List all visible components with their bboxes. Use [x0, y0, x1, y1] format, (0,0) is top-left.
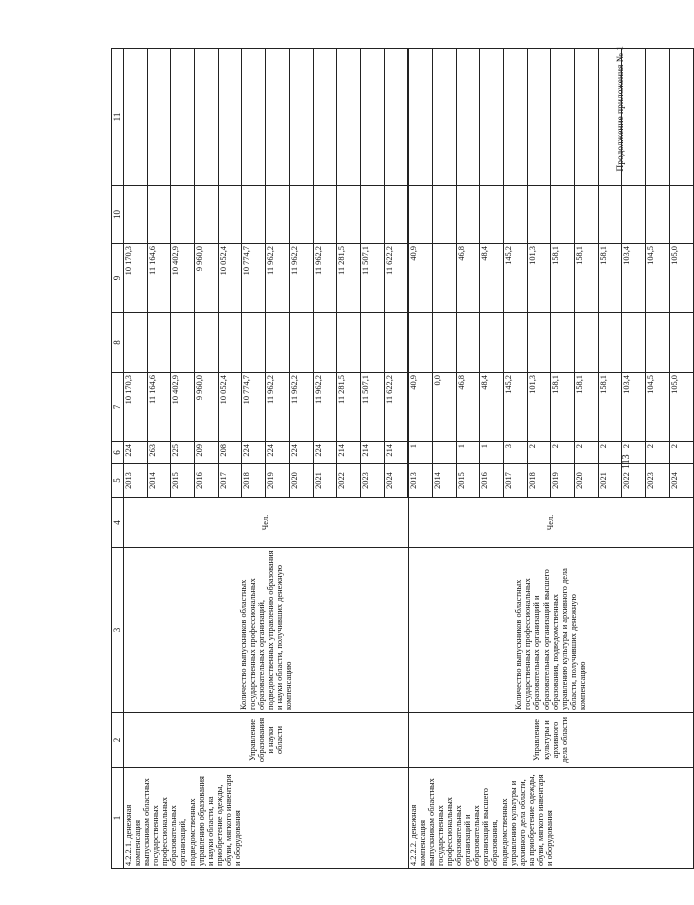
amount-cell: 158,1	[551, 373, 575, 442]
amount-cell: 11 622,2	[384, 373, 408, 442]
executor-name: Управление образования и науки области	[124, 713, 409, 768]
count-cell: 214	[337, 442, 361, 464]
amount-cell: 11 962,2	[266, 373, 290, 442]
col11-cell	[171, 49, 195, 186]
continuation-note: Продолжение приложения № 1	[616, 46, 626, 172]
year-cell: 2017	[218, 464, 242, 498]
col8-cell	[195, 313, 219, 373]
amount-cell	[432, 244, 456, 313]
indicator-name: Количество выпускников областных государственных профессиональных образовательных организаций, подведомственных управлению образования и науки области, получивших денежную компенсацию	[124, 548, 409, 713]
col11-cell	[527, 49, 551, 186]
amount-cell: 0,0	[432, 373, 456, 442]
col10-cell	[384, 186, 408, 244]
unit-of-measure: Чел.	[408, 498, 693, 548]
amount-cell: 10 402,9	[171, 244, 195, 313]
year-cell: 2015	[171, 464, 195, 498]
col8-cell	[480, 313, 504, 373]
year-cell: 2019	[551, 464, 575, 498]
amount-cell: 10 774,7	[242, 244, 266, 313]
year-cell: 2013	[124, 464, 148, 498]
col10-cell	[124, 186, 148, 244]
col8-cell	[147, 313, 171, 373]
amount-cell: 48,4	[480, 244, 504, 313]
amount-cell: 10 052,4	[218, 373, 242, 442]
col11-cell	[480, 49, 504, 186]
col10-cell	[551, 186, 575, 244]
col11-cell	[669, 49, 693, 186]
count-cell: 2	[527, 442, 551, 464]
col10-cell	[527, 186, 551, 244]
col11-cell	[551, 49, 575, 186]
amount-cell: 145,2	[504, 373, 528, 442]
year-cell: 2023	[646, 464, 670, 498]
count-cell: 224	[313, 442, 337, 464]
col11-cell	[408, 49, 432, 186]
col10-cell	[195, 186, 219, 244]
amount-cell: 11 622,2	[384, 244, 408, 313]
amount-cell: 11 962,2	[289, 244, 313, 313]
amount-cell: 103,4	[622, 244, 646, 313]
amount-cell: 105,0	[669, 244, 693, 313]
amount-cell: 104,5	[646, 373, 670, 442]
column-number: 11	[112, 49, 124, 186]
col10-cell	[408, 186, 432, 244]
amount-cell: 11 962,2	[313, 373, 337, 442]
count-cell: 2	[551, 442, 575, 464]
count-cell: 263	[147, 442, 171, 464]
col8-cell	[124, 313, 148, 373]
amount-cell: 11 962,2	[313, 244, 337, 313]
col10-cell	[575, 186, 599, 244]
col11-cell	[432, 49, 456, 186]
col10-cell	[289, 186, 313, 244]
executor-name: Управление культуры и архивного дела области	[408, 713, 693, 768]
amount-cell: 10 170,3	[124, 244, 148, 313]
year-cell: 2014	[432, 464, 456, 498]
col8-cell	[289, 313, 313, 373]
year-cell: 2023	[360, 464, 384, 498]
col10-cell	[242, 186, 266, 244]
col8-cell	[360, 313, 384, 373]
col8-cell	[266, 313, 290, 373]
count-cell: 214	[360, 442, 384, 464]
col11-cell	[598, 49, 622, 186]
column-number: 7	[112, 373, 124, 442]
col8-cell	[313, 313, 337, 373]
col8-cell	[598, 313, 622, 373]
col10-cell	[360, 186, 384, 244]
col8-cell	[504, 313, 528, 373]
indicator-name: Количество выпускников областных государственных профессиональных образовательных организаций и образовательных организаций высшего образования, подведомственных управлению культуры и архивного дела области, получивших денежную компенсацию	[408, 548, 693, 713]
col11-cell	[337, 49, 361, 186]
count-cell: 2	[575, 442, 599, 464]
col11-cell	[147, 49, 171, 186]
col11-cell	[313, 49, 337, 186]
col10-cell	[646, 186, 670, 244]
amount-cell: 11 507,1	[360, 244, 384, 313]
count-cell: 2	[646, 442, 670, 464]
measure-name: 4.2.2.1. денежная компенсация выпускникам областных государственных профессиональных образовательных организаций, подведомственных управлению образования и науки области, на приобретение одежды, обуви, мягкого инвентаря и оборудования	[124, 768, 409, 869]
year-cell: 2015	[456, 464, 480, 498]
count-cell: 209	[195, 442, 219, 464]
column-number: 5	[112, 464, 124, 498]
col10-cell	[218, 186, 242, 244]
col8-cell	[669, 313, 693, 373]
year-cell: 2019	[266, 464, 290, 498]
amount-cell: 158,1	[575, 244, 599, 313]
count-cell: 1	[456, 442, 480, 464]
count-cell: 224	[242, 442, 266, 464]
year-cell: 2024	[669, 464, 693, 498]
amount-cell: 101,3	[527, 373, 551, 442]
amount-cell: 11 281,5	[337, 244, 361, 313]
col8-cell	[171, 313, 195, 373]
amount-cell: 10 170,3	[124, 373, 148, 442]
count-cell: 2	[622, 442, 646, 464]
year-cell: 2021	[313, 464, 337, 498]
amount-cell: 46,8	[456, 244, 480, 313]
amount-cell: 10 402,9	[171, 373, 195, 442]
table-row	[124, 49, 148, 869]
col8-cell	[432, 313, 456, 373]
amount-cell: 48,4	[480, 373, 504, 442]
col8-cell	[218, 313, 242, 373]
col11-cell	[646, 49, 670, 186]
amount-cell: 11 507,1	[360, 373, 384, 442]
col10-cell	[669, 186, 693, 244]
year-cell: 2014	[147, 464, 171, 498]
col8-cell	[242, 313, 266, 373]
count-cell	[432, 442, 456, 464]
table-body	[112, 49, 694, 869]
col8-cell	[527, 313, 551, 373]
page-number: 113	[621, 454, 632, 469]
col10-cell	[598, 186, 622, 244]
amount-cell: 11 164,6	[147, 244, 171, 313]
program-table	[111, 48, 694, 869]
column-number: 9	[112, 244, 124, 313]
col8-cell	[337, 313, 361, 373]
count-cell: 224	[124, 442, 148, 464]
col8-cell	[622, 313, 646, 373]
unit-of-measure: Чел.	[124, 498, 409, 548]
count-cell: 224	[266, 442, 290, 464]
col10-cell	[266, 186, 290, 244]
amount-cell: 103,4	[622, 373, 646, 442]
count-cell: 208	[218, 442, 242, 464]
col11-cell	[504, 49, 528, 186]
col10-cell	[337, 186, 361, 244]
col8-cell	[408, 313, 432, 373]
col11-cell	[218, 49, 242, 186]
col10-cell	[504, 186, 528, 244]
col8-cell	[575, 313, 599, 373]
amount-cell: 158,1	[551, 244, 575, 313]
col10-cell	[622, 186, 646, 244]
count-cell: 1	[480, 442, 504, 464]
amount-cell: 105,0	[669, 373, 693, 442]
col10-cell	[313, 186, 337, 244]
year-cell: 2017	[504, 464, 528, 498]
column-number: 2	[112, 713, 124, 768]
count-cell: 3	[504, 442, 528, 464]
col11-cell	[575, 49, 599, 186]
year-cell: 2018	[242, 464, 266, 498]
amount-cell: 11 962,2	[289, 373, 313, 442]
count-cell: 225	[171, 442, 195, 464]
col10-cell	[171, 186, 195, 244]
amount-cell: 10 774,7	[242, 373, 266, 442]
column-number: 4	[112, 498, 124, 548]
amount-cell: 145,2	[504, 244, 528, 313]
amount-cell: 158,1	[598, 244, 622, 313]
col11-cell	[384, 49, 408, 186]
year-cell: 2021	[598, 464, 622, 498]
year-cell: 2016	[480, 464, 504, 498]
year-cell: 2016	[195, 464, 219, 498]
year-cell: 2013	[408, 464, 432, 498]
amount-cell: 158,1	[575, 373, 599, 442]
year-cell: 2020	[289, 464, 313, 498]
count-cell: 214	[384, 442, 408, 464]
col10-cell	[456, 186, 480, 244]
col8-cell	[551, 313, 575, 373]
col8-cell	[384, 313, 408, 373]
year-cell: 2020	[575, 464, 599, 498]
column-number: 10	[112, 186, 124, 244]
col11-cell	[360, 49, 384, 186]
col10-cell	[480, 186, 504, 244]
count-cell: 2	[598, 442, 622, 464]
amount-cell: 158,1	[598, 373, 622, 442]
col11-cell	[242, 49, 266, 186]
count-cell: 1	[408, 442, 432, 464]
amount-cell: 40,9	[408, 244, 432, 313]
year-cell: 2024	[384, 464, 408, 498]
col11-cell	[456, 49, 480, 186]
amount-cell: 10 052,4	[218, 244, 242, 313]
col11-cell	[289, 49, 313, 186]
column-number: 8	[112, 313, 124, 373]
column-number: 6	[112, 442, 124, 464]
count-cell: 2	[669, 442, 693, 464]
col11-cell	[124, 49, 148, 186]
amount-cell: 11 164,6	[147, 373, 171, 442]
col10-cell	[147, 186, 171, 244]
column-number: 1	[112, 768, 124, 869]
col10-cell	[432, 186, 456, 244]
amount-cell: 101,3	[527, 244, 551, 313]
year-cell: 2022	[622, 464, 646, 498]
year-cell: 2022	[337, 464, 361, 498]
col11-cell	[266, 49, 290, 186]
year-cell: 2018	[527, 464, 551, 498]
col11-cell	[622, 49, 646, 186]
amount-cell: 9 960,0	[195, 244, 219, 313]
col8-cell	[646, 313, 670, 373]
amount-cell: 11 281,5	[337, 373, 361, 442]
amount-cell: 40,9	[408, 373, 432, 442]
col8-cell	[456, 313, 480, 373]
amount-cell: 104,5	[646, 244, 670, 313]
amount-cell: 11 962,2	[266, 244, 290, 313]
table-row	[408, 49, 432, 869]
col11-cell	[195, 49, 219, 186]
column-number: 3	[112, 548, 124, 713]
column-number-row	[112, 49, 124, 869]
amount-cell: 9 960,0	[195, 373, 219, 442]
amount-cell: 46,8	[456, 373, 480, 442]
measure-name: 4.2.2.2. денежная компенсация выпускникам областных государственных профессиональных образовательных организаций и образовательных организаций высшего образования, подведомственных управлению культуры и архивного дела области, на приобретение одежды, обуви, мягкого инвентаря и оборудования	[408, 768, 693, 869]
count-cell: 224	[289, 442, 313, 464]
